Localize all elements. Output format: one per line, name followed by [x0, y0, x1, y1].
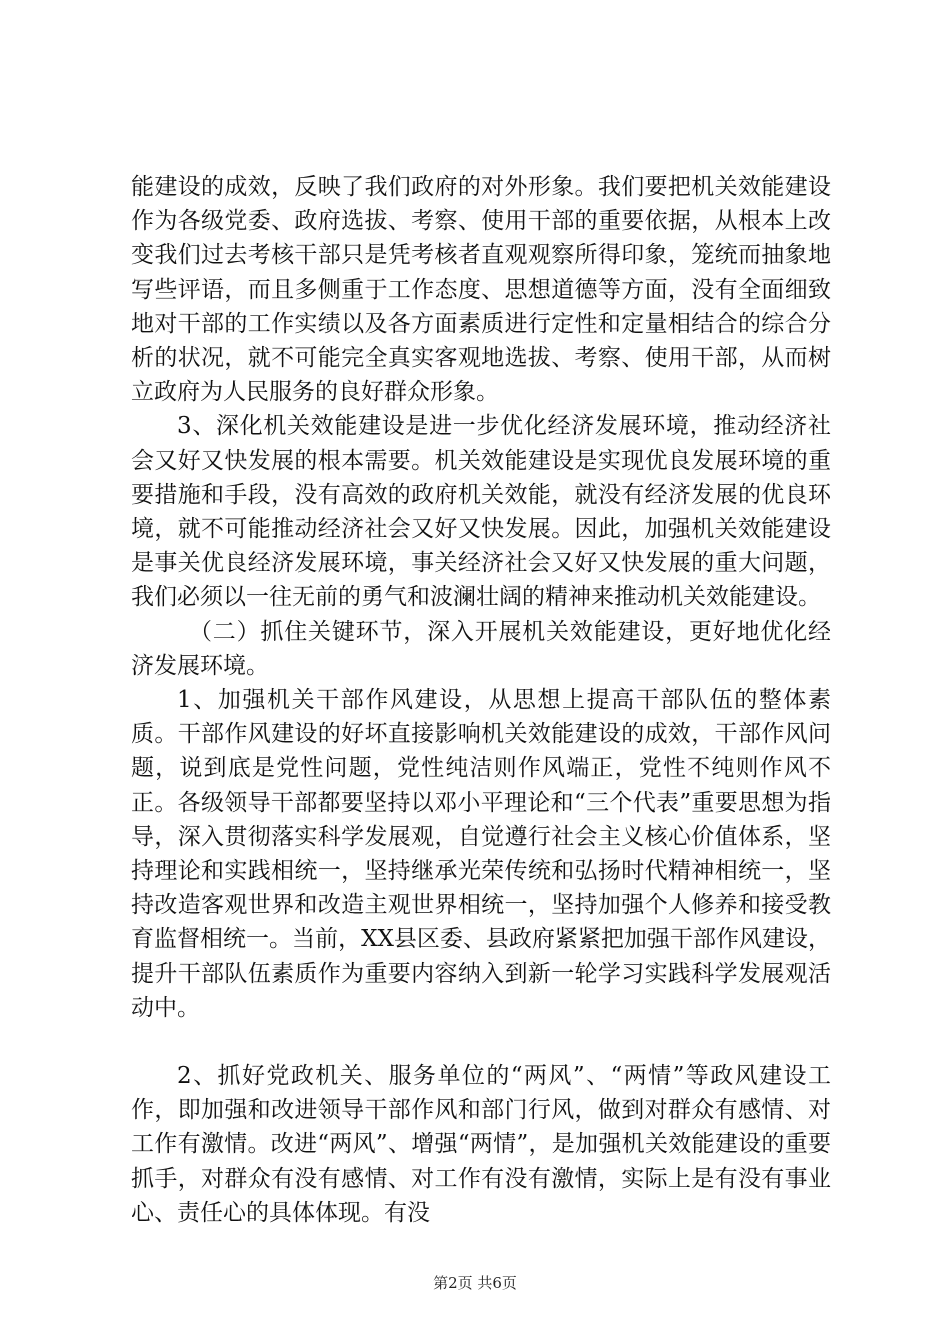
paragraph-item-2: 2、抓好党政机关、服务单位的“两风”、“两情”等政风建设工作，即加强和改进领导干部作风和部门行风，做到对群众有感情、对工作有激情。改进“两风”、增强“两情”，是加强机关效能建设的重要抓手，对群众有没有感情、对工作有没有激情，实际上是有没有事业心、责任心的具体体现。有没 [131, 1063, 831, 1226]
section-heading-2: （二）抓住关键环节，深入开展机关效能建设，更好地优化经济发展环境。 [131, 618, 831, 679]
paragraph-item-3: 3、深化机关效能建设是进一步优化经济发展环境，推动经济社会又好又快发展的根本需要。机关效能建设是实现优良发展环境的重要措施和手段，没有高效的政府机关效能，就没有经济发展的优良环境，就不可能推动经济社会又好又快发展。因此，加强机关效能建设是事关优良经济发展环境，事关经济社会又好又快发展的重大问题，我们必须以一往无前的勇气和波澜壮阔的精神来推动机关效能建设。 [131, 413, 831, 611]
paragraph-gap [131, 1025, 831, 1059]
paragraph-continuation: 能建设的成效，反映了我们政府的对外形象。我们要把机关效能建设作为各级党委、政府选拔、考察、使用干部的重要依据，从根本上改变我们过去考核干部只是凭考核者直观观察所得印象，笼统而抽象地写些评语，而且多侧重于工作态度、思想道德等方面，没有全面细致地对干部的工作实绩以及各方面素质进行定性和定量相结合的综合分析的状况，就不可能完全真实客观地选拔、考察、使用干部，从而树立政府为人民服务的良好群众形象。 [131, 174, 831, 406]
document-body [131, 170, 831, 1230]
paragraph-item-1: 1、加强机关干部作风建设，从思想上提高干部队伍的整体素质。干部作风建设的好坏直接影响机关效能建设的成效，干部作风问题，说到底是党性问题，党性纯洁则作风端正，党性不纯则作风不正。各级领导干部都要坚持以邓小平理论和“三个代表”重要思想为指导，深入贯彻落实科学发展观，自觉遵行社会主义核心价值体系，坚持理论和实践相统一，坚持继承光荣传统和弘扬时代精神相统一，坚持改造客观世界和改造主观世界相统一，坚持加强个人修养和接受教育监督相统一。当前，XX县区委、县政府紧紧把加强干部作风建设，提升干部队伍素质作为重要内容纳入到新一轮学习实践科学发展观活动中。 [131, 687, 831, 1021]
page-footer: 第2页 共6页 [433, 1274, 517, 1292]
